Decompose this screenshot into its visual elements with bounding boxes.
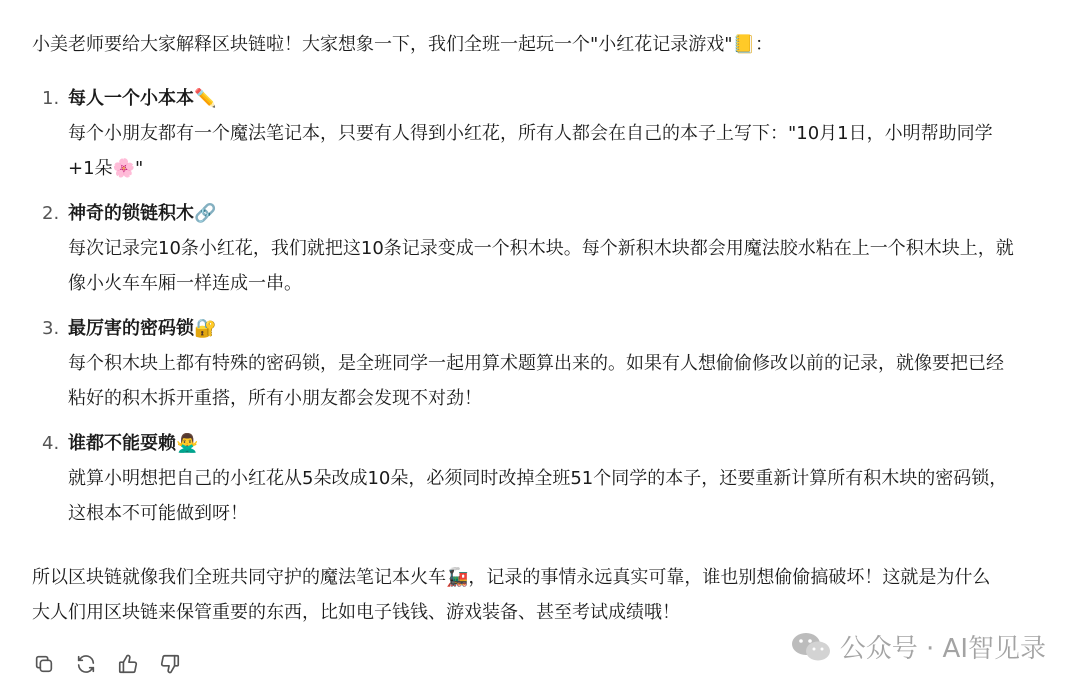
list-item	[32, 81, 1042, 186]
thumbs-up-icon[interactable]	[114, 650, 142, 678]
pencil-icon: ✏️	[194, 88, 217, 109]
list-item-body: 每个积木块上都有特殊的密码锁，是全班同学一起用算术题算出来的。如果有人想偷偷修改以前的记录，就像要把已经粘好的积木拆开重搭，所有小朋友都会发现不对劲！	[68, 353, 1004, 409]
lock-key-icon: 🔐	[194, 318, 217, 339]
message-action-bar	[30, 648, 184, 680]
list-item-title: 神奇的锁链积木🔗	[32, 196, 1042, 231]
list-item	[32, 311, 1042, 416]
list-number: 3.	[42, 318, 60, 339]
link-icon: 🔗	[194, 203, 217, 224]
outro-paragraph: 所以区块链就像我们全班共同守护的魔法笔记本火车🚂，记录的事情永远真实可靠，谁也别想偷偷搞破坏！这就是为什么大人们用区块链来保管重要的东西，比如电子钱钱、游戏装备、甚至考试成绩哦！	[32, 567, 991, 623]
list-item-title: 最厉害的密码锁🔐	[32, 311, 1042, 346]
list-item-body: 每个小朋友都有一个魔法笔记本，只要有人得到小红花，所有人都会在自己的本子上写下："10月1日，小明帮助同学+1朵🌸"	[68, 123, 993, 179]
list-item	[32, 196, 1042, 301]
wechat-logo-icon	[790, 630, 832, 664]
watermark	[790, 628, 1046, 665]
list-item-body: 每次记录完10条小红花，我们就把这10条记录变成一个积木块。每个新积木块都会用魔法胶水粘在上一个积木块上，就像小火车车厢一样连成一串。	[68, 238, 1014, 294]
list-number: 2.	[42, 203, 60, 224]
list-item-title: 谁都不能耍赖🙅‍♂️	[32, 426, 1042, 461]
no-gesture-icon: 🙅‍♂️	[176, 433, 199, 454]
watermark-text: 公众号 · AI智见录	[839, 634, 1046, 664]
list-number: 1.	[42, 88, 60, 109]
regenerate-icon[interactable]	[72, 650, 100, 678]
list-item-title: 每人一个小本本✏️	[32, 81, 1042, 116]
numbered-list	[32, 81, 1042, 541]
copy-icon[interactable]	[30, 650, 58, 678]
list-item	[32, 426, 1042, 531]
list-item-body: 就算小明想把自己的小红花从5朵改成10朵，必须同时改掉全班51个同学的本子，还要重新计算所有积木块的密码锁，这根本不可能做到呀！	[68, 468, 1008, 524]
intro-paragraph: 小美老师要给大家解释区块链啦！大家想象一下，我们全班一起玩一个"小红花记录游戏"📒：	[32, 34, 773, 55]
list-number: 4.	[42, 433, 60, 454]
thumbs-down-icon[interactable]	[156, 650, 184, 678]
